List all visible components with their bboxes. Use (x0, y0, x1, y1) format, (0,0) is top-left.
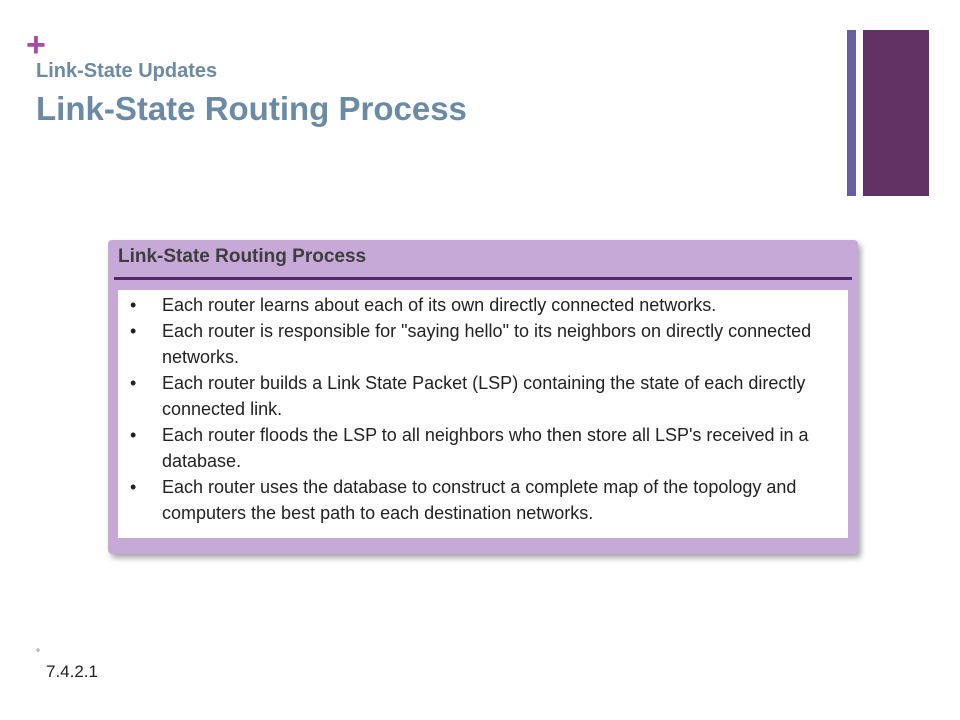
list-item (118, 292, 840, 318)
bullet-icon: • (130, 425, 137, 445)
decorative-bar-thick (863, 30, 929, 196)
bullet-list (118, 292, 840, 526)
list-item-text: Each router floods the LSP to all neighbors who then store all LSP's received in a database. (162, 425, 809, 471)
panel-divider (114, 277, 852, 280)
panel-header: Link-State Routing Process (118, 246, 367, 267)
list-item-text: Each router builds a Link State Packet (LSP) containing the state of each directly connected link. (162, 373, 806, 419)
list-item-text: Each router is responsible for "saying hello" to its neighbors on directly connected networks. (162, 321, 812, 367)
list-item (118, 422, 840, 474)
content-panel (108, 240, 858, 554)
list-item-text: Each router learns about each of its own directly connected networks. (162, 295, 717, 315)
bullet-icon: • (130, 321, 137, 341)
bullet-icon: • (130, 295, 137, 315)
list-item (118, 474, 840, 526)
list-item-text: Each router uses the database to construct a complete map of the topology and computers the best path to each destination networks. (162, 477, 797, 523)
slide-title: Link-State Routing Process (36, 90, 467, 127)
footnote-reference: 7.4.2.1 (46, 662, 98, 681)
bullet-icon: • (130, 477, 137, 497)
footnote-bullet: ° (36, 648, 40, 659)
slide-subtitle: Link-State Updates (36, 60, 218, 82)
plus-icon: + (26, 26, 46, 64)
list-item (118, 318, 840, 370)
list-item (118, 370, 840, 422)
bullet-icon: • (130, 373, 137, 393)
panel-body (118, 290, 848, 538)
decorative-bar-thin (847, 30, 856, 196)
